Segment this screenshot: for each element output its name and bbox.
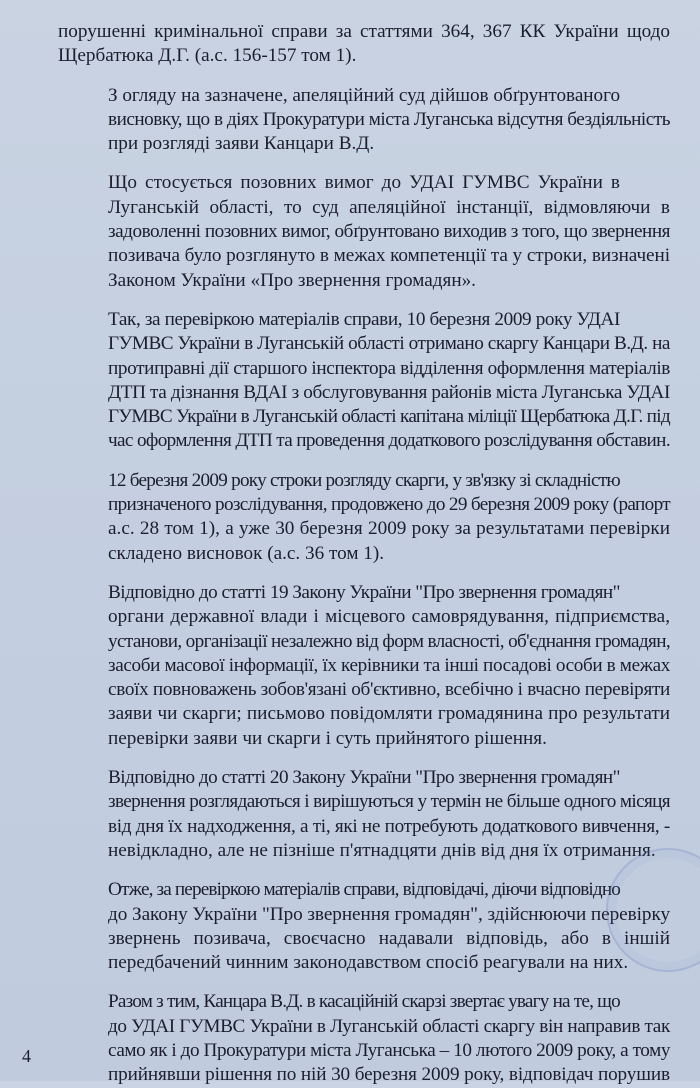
paragraph: [58, 171, 670, 292]
text-line: порушенні кримінальної справи за статтями 364, 367 КК України щодо: [58, 21, 670, 42]
text-line: само як і до Прокуратури міста Луганська – 10 лютого 2009 року, а тому: [108, 1039, 670, 1061]
paragraph: [58, 581, 670, 751]
paragraph-gap: [58, 863, 670, 878]
text-line: складено висновок (а.с. 36 том 1).: [108, 542, 385, 564]
document-body: [58, 20, 670, 1088]
paragraph-gap: [58, 293, 670, 308]
text-line: невідкладно, але не пізніше п'ятнадцяти днів від дня їх отримання.: [108, 839, 656, 861]
paragraph-gap: [58, 975, 670, 990]
text-line: заяви чи скарги; письмово повідомляти громадянина про результати: [108, 703, 670, 725]
text-line: Так, за перевіркою матеріалів справи, 10 березня 2009 року УДАІ: [108, 308, 620, 330]
text-line: Отже, за перевіркою матеріалів справи, відповідачі, діючи відповідно: [108, 879, 620, 901]
text-line: прийнявши рішення по ній 30 березня 2009 року, відповідач порушив: [108, 1064, 670, 1086]
text-line: до УДАІ ГУМВС України в Луганській області скаргу він направив так: [108, 1015, 670, 1037]
text-line: звернення розглядаються і вирішуються у термін не більше одного місяця: [108, 791, 670, 813]
text-line: засоби масової інформації, їх керівники та інші посадові особи в межах: [108, 654, 670, 676]
text-line: при розгляді заяви Канцари В.Д.: [108, 133, 375, 155]
text-line: своїх повноважень зобов'язані об'єктивно, всебічно і вчасно перевіряти: [108, 679, 670, 701]
text-line: Що стосується позовних вимог до УДАІ ГУМВС України в: [108, 172, 620, 194]
paragraph: [58, 878, 670, 975]
text-line: до Закону України "Про звернення громадян", здійснюючи перевірку: [108, 903, 670, 925]
paragraph-gap: [58, 751, 670, 766]
paragraph: [58, 766, 670, 863]
text-line: а.с. 28 том 1), а уже 30 березня 2009 року за результатами перевірки: [108, 518, 670, 540]
text-line: ГУМВС України в Луганській області капітана міліції Щербатюка Д.Г. під: [108, 406, 670, 428]
text-line: звернень позивача, своєчасно надавали відповідь, або в іншій: [108, 927, 670, 949]
paragraph: [58, 20, 670, 69]
paragraph: [58, 308, 670, 454]
paragraph-gap: [58, 566, 670, 581]
text-line: З огляду на зазначене, апеляційний суд дійшов обґрунтованого: [108, 84, 620, 106]
text-line: задоволенні позовних вимог, обґрунтовано виходив з того, що звернення: [108, 221, 671, 243]
text-line: Законом України «Про звернення громадян».: [108, 269, 476, 291]
text-line: ГУМВС України в Луганській області отримано скаргу Канцари В.Д. на: [108, 333, 670, 355]
text-line: ДТП та дізнання ВДАІ з обслуговування районів міста Луганська УДАІ: [108, 381, 670, 403]
text-line: Щербатюка Д.Г. (а.с. 156-157 том 1).: [58, 45, 357, 67]
text-line: Відповідно до статті 19 Закону України "Про звернення громадян": [108, 581, 620, 603]
text-line: позивача було розглянуто в межах компетенції та у строки, визначені: [108, 245, 670, 267]
text-line: висновку, що в діях Прокуратури міста Луганська відсутня бездіяльність: [108, 108, 670, 130]
text-line: установи, організації незалежно від форм власності, об'єднання громадян,: [108, 630, 670, 652]
text-line: передбачений чинним законодавством спосіб реагували на них.: [108, 952, 629, 974]
text-line: Разом з тим, Канцара В.Д. в касаційній скарзі звертає увагу на те, що: [108, 991, 620, 1013]
text-line: перевірки заяви чи скарги і суть прийнятого рішення.: [108, 727, 547, 749]
text-line: 12 березня 2009 року строки розгляду скарги, у зв'язку зі складністю: [108, 469, 620, 491]
text-line: органи державної влади і місцевого самоврядування, підприємства,: [108, 606, 670, 628]
text-line: призначеного розслідування, продовжено до 29 березня 2009 року (рапорт: [108, 494, 670, 516]
paragraph-gap: [58, 69, 670, 84]
text-line: Луганській області, то суд апеляційної інстанції, відмовляючи в: [108, 196, 670, 218]
paragraph-gap: [58, 156, 670, 171]
paragraph: [58, 84, 670, 157]
text-line: Відповідно до статті 20 Закону України "Про звернення громадян": [108, 767, 620, 789]
page-number: 4: [22, 1046, 31, 1066]
text-line: час оформлення ДТП та проведення додаткового розслідування обставин.: [108, 430, 670, 452]
paragraph: [58, 469, 670, 566]
text-line: від дня їх надходження, а ті, які не потребують додаткового вивчення, -: [108, 815, 670, 837]
text-line: протиправні дії старшого інспектора відділення оформлення матеріалів: [108, 357, 670, 379]
paragraph-gap: [58, 454, 670, 469]
paragraph: [58, 990, 670, 1087]
